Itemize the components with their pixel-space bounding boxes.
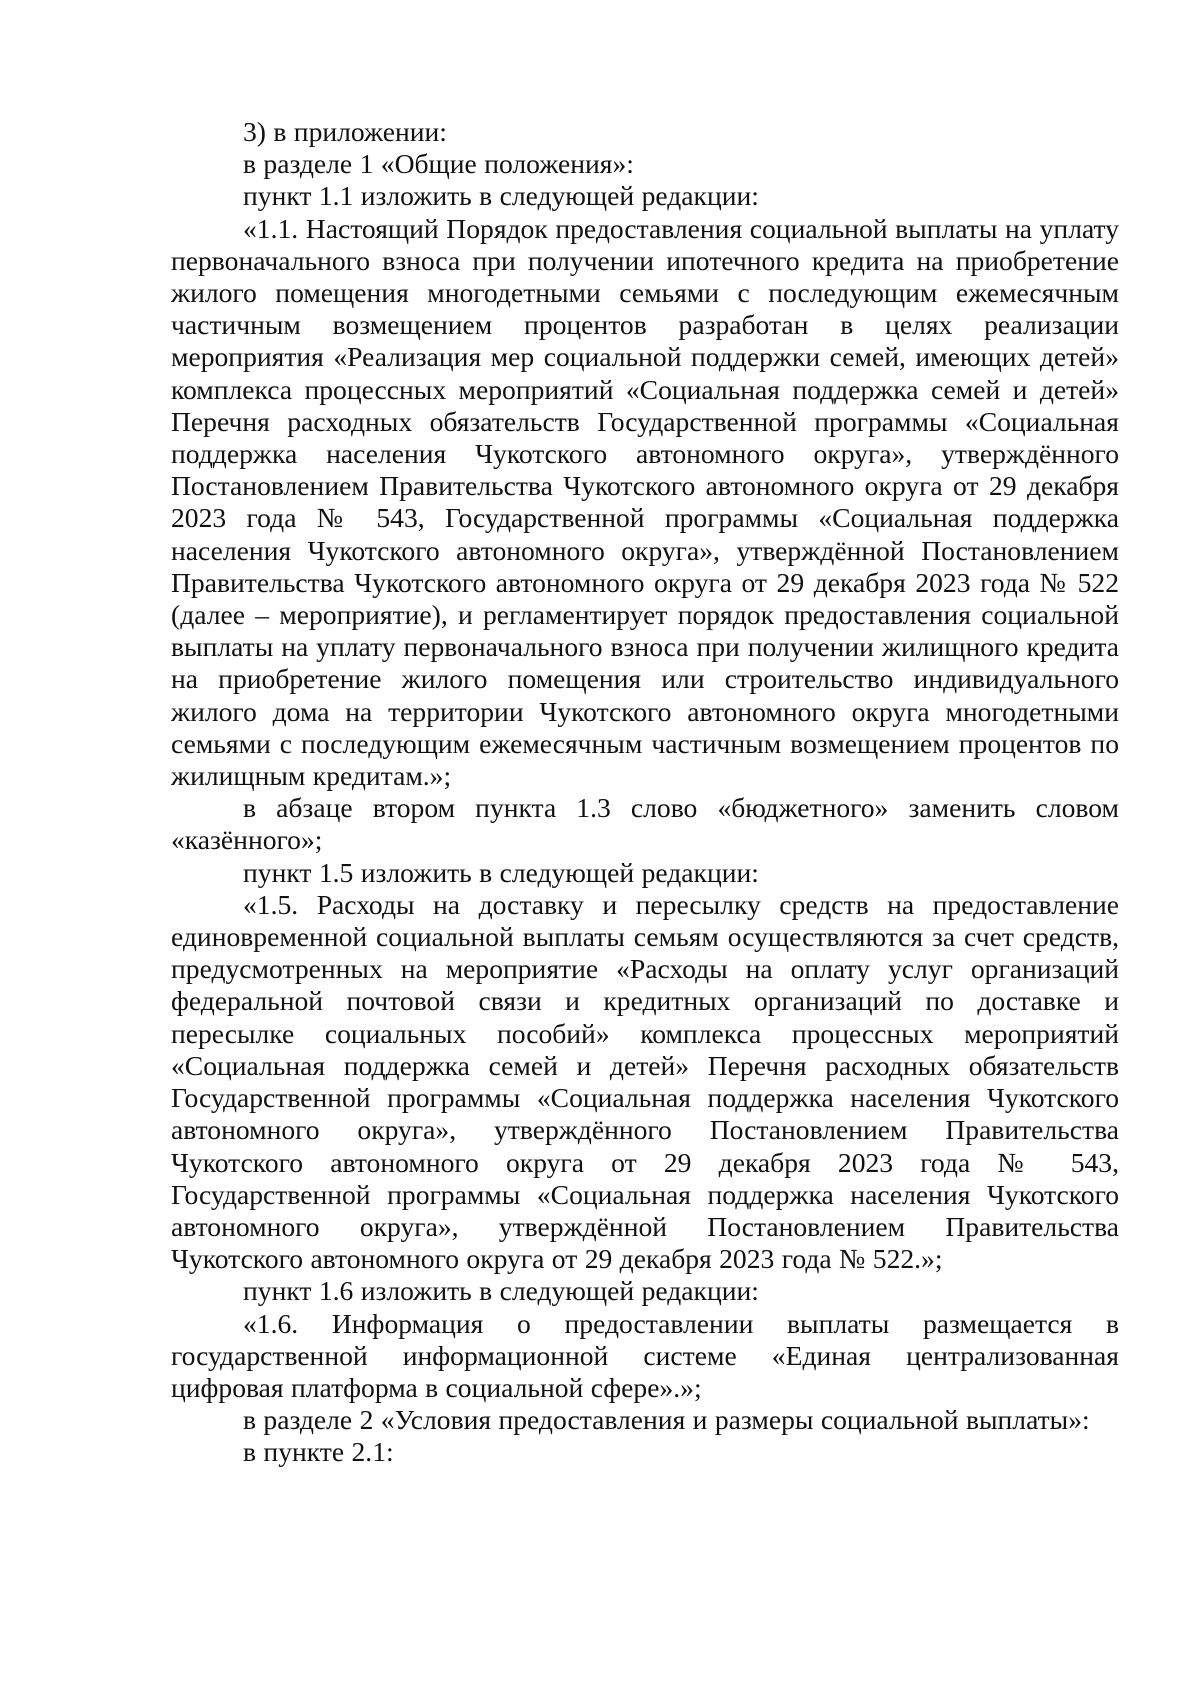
paragraph-section-2-heading: в разделе 2 «Условия предоставления и размеры социальной выплаты»: bbox=[243, 1404, 1090, 1436]
paragraph-clause-1-1-instruction: пункт 1.1 изложить в следующей редакции: bbox=[243, 180, 759, 212]
paragraph-clause-1-3-amendment: в абзаце втором пункта 1.3 слово «бюджетного» заменить словом «казённого»; bbox=[171, 792, 1119, 856]
paragraph-clause-1-5-instruction: пункт 1.5 изложить в следующей редакции: bbox=[243, 856, 759, 888]
paragraph-section-1-heading: в разделе 1 «Общие положения»: bbox=[243, 148, 634, 180]
document-page bbox=[171, 116, 1119, 1469]
paragraph-clause-1-6-text: «1.6. Информация о предоставлении выплаты размещается в государственной информационной системе «Единая централизованная цифровая платформа в социальной сфере».»; bbox=[171, 1307, 1119, 1403]
paragraph-clause-1-6-instruction: пункт 1.6 изложить в следующей редакции: bbox=[243, 1275, 759, 1307]
paragraph-appendix-intro: 3) в приложении: bbox=[243, 116, 447, 147]
paragraph-clause-1-1-text: «1.1. Настоящий Порядок предоставления социальной выплаты на уплату первоначального взноса при получении ипотечного кредита на приобретение жилого помещения многодетными семьями с последующим ежемесячным частичным возмещением процентов разработан в целях реализации мероприятия «Реализация мер социальной поддержки семей, имеющих детей» комплекса процессных мероприятий «Социальная поддержка семей и детей» Перечня расходных обязательств Государственной программы «Социальная поддержка населения Чукотского автономного округа», утверждённого Постановлением Правительства Чукотского автономного округа от 29 декабря 2023 года № 543, Государственной программы «Социальная поддержка населения Чукотского автономного округа», утверждённой Постановлением Правительства Чукотского автономного округа от 29 декабря 2023 года № 522 (далее – мероприятие), и регламентирует порядок предоставления социальной выплаты на уплату первоначального взноса при получении жилищного кредита на приобретение жилого помещения или строительство индивидуального жилого дома на территории Чукотского автономного округа многодетными семьями с последующим ежемесячным частичным возмещением процентов по жилищным кредитам.»; bbox=[171, 212, 1119, 792]
paragraph-clause-2-1-intro: в пункте 2.1: bbox=[243, 1436, 394, 1468]
paragraph-clause-1-5-text: «1.5. Расходы на доставку и пересылку средств на предоставление единовременной социальной выплаты семьям осуществляются за счет средств, предусмотренных на мероприятие «Расходы на оплату услуг организаций федеральной почтовой связи и кредитных организаций по доставке и пересылке социальных пособий» комплекса процессных мероприятий «Социальная поддержка семей и детей» Перечня расходных обязательств Государственной программы «Социальная поддержка населения Чукотского автономного округа», утверждённого Постановлением Правительства Чукотского автономного округа от 29 декабря 2023 года № 543, Государственной программы «Социальная поддержка населения Чукотского автономного округа», утверждённой Постановлением Правительства Чукотского автономного округа от 29 декабря 2023 года № 522.»; bbox=[171, 888, 1119, 1275]
